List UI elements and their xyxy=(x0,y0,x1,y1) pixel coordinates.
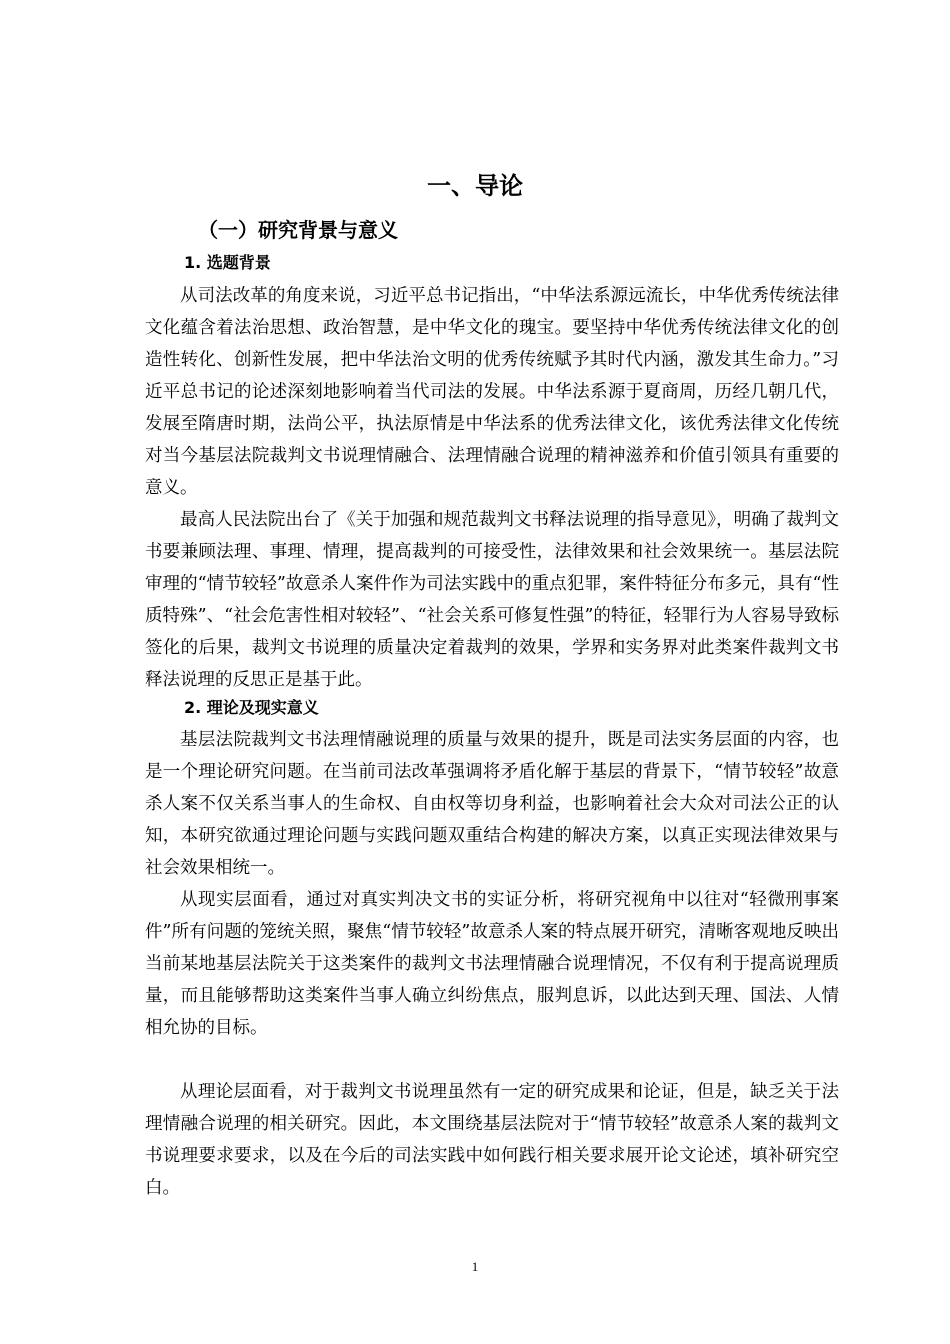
section-title: （一）研究背景与意义 xyxy=(198,218,398,242)
chapter-title: 一、导论 xyxy=(427,172,523,200)
subsection-title-topic-background: 1. 选题背景 xyxy=(184,253,271,272)
paragraph-judicial-reform: 从司法改革的角度来说，习近平总书记指出，“中华法系源远流长，中华优秀传统法律文化蕴含着法治思想、政治智慧，是中华文化的瑰宝。要坚持中华优秀传统法律文化的创造性转化、创新性发展，把中华法治文明的优秀传统赋予其时代内涵，激发其生命力。”习近平总书记的论述深刻地影响着当代司法的发展。中华法系源于夏商周，历经几朝几代，发展至隋唐时期，法尚公平，执法原情是中华法系的优秀法律文化，该优秀法律文化传统对当今基层法院裁判文书说理情融合、法理情融合说理的精神滋养和价值引领具有重要的意义。 xyxy=(145,286,839,498)
paragraph-supreme-court-guidance: 最高人民法院出台了《关于加强和规范裁判文书释法说理的指导意见》，明确了裁判文书要兼顾法理、事理、情理，提高裁判的可接受性，法律效果和社会效果统一。基层法院审理的“情节较轻”故意杀人案件作为司法实践中的重点犯罪，案件特征分布多元，具有“性质特殊”、“社会危害性相对较轻”、“社会关系可修复性强”的特征，轻罪行为人容易导致标签化的后果，裁判文书说理的质量决定着裁判的效果，学界和实务界对此类案件裁判文书释法说理的反思正是基于此。 xyxy=(145,510,839,690)
paragraph-theoretical-significance: 从理论层面看，对于裁判文书说理虽然有一定的研究成果和论证，但是，缺乏关于法理情融合说理的相关研究。因此，本文围绕基层法院对于“情节较轻”故意杀人案的裁判文书说理要求要求，以及在今后的司法实践中如何践行相关要求展开论文论述，填补研究空白。 xyxy=(145,1082,839,1198)
paragraph-practical-significance: 从现实层面看，通过对真实判决文书的实证分析，将研究视角中以往对“轻微刑事案件”所有问题的笼统关照，聚焦“情节较轻”故意杀人案的特点展开研究，清晰客观地反映出当前某地基层法院关于这类案件的裁判文书法理情融合说理情况，不仅有利于提高说理质量，而且能够帮助这类案件当事人确立纠纷焦点，服判息诉，以此达到天理、国法、人情相允协的目标。 xyxy=(145,890,839,1038)
page-number: 1 xyxy=(471,1259,479,1274)
subsection-title-significance: 2. 理论及现实意义 xyxy=(184,698,319,717)
paragraph-research-significance: 基层法院裁判文书法理情融说理的质量与效果的提升，既是司法实务层面的内容，也是一个理论研究问题。在当前司法改革强调将矛盾化解于基层的背景下，“情节较轻”故意杀人案不仅关系当事人的生命权、自由权等切身利益，也影响着社会大众对司法公正的认知，本研究欲通过理论问题与实践问题双重结合构建的解决方案，以真正实现法律效果与社会效果相统一。 xyxy=(145,730,839,878)
